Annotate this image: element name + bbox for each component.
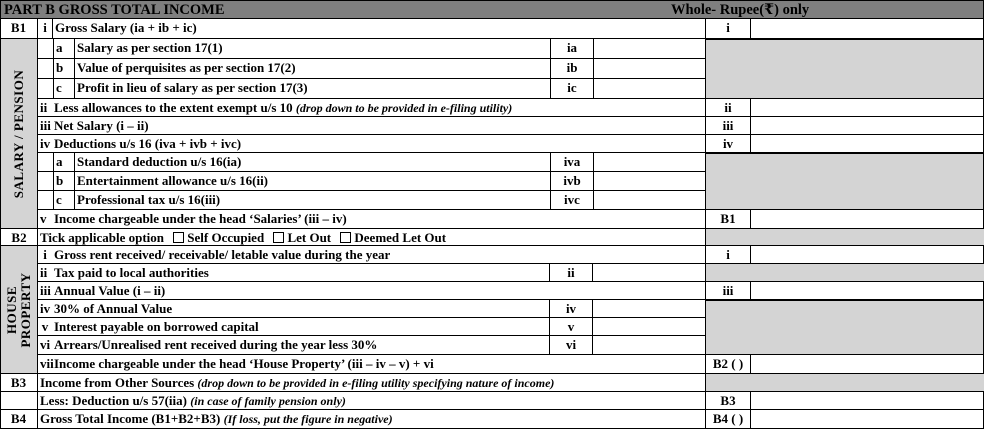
ivc-letter: c [53, 191, 74, 209]
ia-label: Salary as per section 17(1) [74, 39, 550, 58]
b2-v-box: v [549, 318, 592, 335]
b2-ii-box: ii [549, 264, 592, 281]
arrears-amount[interactable] [592, 336, 705, 354]
b2-v-num: v [37, 318, 52, 335]
b3-grey [705, 374, 984, 391]
gross-rent-label: Gross rent received/ receivable/ letable value during the year [54, 247, 391, 262]
arrears-label: Arrears/Unrealised rent received during the year less 30% [54, 337, 378, 352]
b1-iv-box: iv [705, 135, 750, 152]
deemed-let-out-label: Deemed Let Out [354, 230, 447, 245]
part-b-title: PART B GROSS TOTAL INCOME [4, 2, 225, 18]
self-occupied-label: Self Occupied [187, 230, 265, 245]
b1-i-num: i [37, 19, 52, 38]
thirty-percent-amount[interactable] [592, 300, 705, 317]
units-label: Whole- Rupee(₹) only [671, 2, 810, 18]
b1-ii-box: ii [705, 99, 750, 116]
deductions-label: Deductions u/s 16 (iva + ivb + ivc) [54, 136, 242, 151]
b2-grey-block [705, 300, 984, 355]
b2-vii-num: vii [37, 355, 52, 373]
tax-paid-amount[interactable] [592, 264, 705, 281]
house-section-label [0, 246, 37, 374]
b2-vi-box: vi [549, 336, 592, 354]
b2-iv-box: iv [549, 300, 592, 317]
house-income-label: Income chargeable under the head ‘House Property’ (iii – iv – v) + vi [54, 356, 434, 371]
ivc-row [37, 191, 705, 210]
iva-amount[interactable] [593, 153, 706, 171]
b2-total-box: B2 ( ) [705, 355, 750, 373]
b1-iii-box: iii [705, 117, 750, 134]
b1-iii-num: iii [37, 117, 52, 134]
ic-letter: c [53, 79, 74, 98]
annual-value-amount[interactable] [750, 282, 984, 299]
b2-tick-grey [705, 229, 984, 245]
ic-box: ic [550, 79, 593, 98]
iva-row [37, 153, 705, 172]
b2-vii-row [37, 355, 984, 374]
tick-option-label: Tick applicable option [40, 230, 165, 245]
ivb-label: Entertainment allowance u/s 16(ii) [74, 172, 550, 190]
iva-box: iva [550, 153, 593, 171]
ia-amount[interactable] [593, 39, 706, 58]
ia-row [37, 39, 705, 59]
let-out-checkbox[interactable] [273, 232, 284, 243]
b1-v-num: v [37, 210, 52, 228]
b3-box: B3 [705, 392, 750, 409]
tax-paid-label: Tax paid to local authorities [54, 265, 209, 280]
b1-iii-row [37, 117, 984, 135]
b2-iii-row [37, 282, 984, 300]
b3-less-spacer [0, 392, 37, 409]
house-section-text: HOUSE PROPERTY [4, 271, 33, 348]
b2-code: B2 [0, 229, 37, 245]
b2-ii-grey [705, 264, 984, 281]
net-salary-label: Net Salary (i – ii) [54, 118, 149, 133]
ivb-amount[interactable] [593, 172, 706, 190]
other-sources-amount[interactable] [750, 392, 984, 409]
b2-ii-row [37, 264, 984, 282]
b2-iv-num: iv [37, 300, 52, 317]
ic-amount[interactable] [593, 79, 706, 98]
b2-iii-num: iii [37, 282, 52, 299]
other-sources-label: Income from Other Sources (drop down to be provided in e-filing utility specifying nature of income) [37, 374, 705, 391]
b3-row [0, 374, 984, 392]
iva-label: Standard deduction u/s 16(ia) [74, 153, 550, 171]
ivc-label: Professional tax u/s 16(iii) [74, 191, 550, 209]
deemed-let-out-checkbox[interactable] [340, 232, 351, 243]
interest-amount[interactable] [592, 318, 705, 335]
b1-code: B1 [10, 20, 27, 35]
net-salary-amount[interactable] [750, 117, 984, 134]
b4-row [0, 410, 984, 429]
ivb-box: ivb [550, 172, 593, 190]
b3-less-row [0, 392, 984, 410]
ivc-amount[interactable] [593, 191, 706, 209]
self-occupied-checkbox[interactable] [173, 232, 184, 243]
deduction-57-label: Less: Deduction u/s 57(iia) (in case of family pension only) [37, 392, 705, 409]
tick-option-cell [37, 229, 705, 245]
b2-i-row [37, 246, 984, 264]
b1-iv-num: iv [37, 135, 52, 152]
b2-i-num: i [37, 246, 52, 263]
ivb-letter: b [53, 172, 74, 190]
b2-iv-row [37, 300, 705, 318]
part-b-header [0, 0, 984, 19]
b2-iii-box: iii [705, 282, 750, 299]
b2-ii-num: ii [37, 264, 52, 281]
salary-section-label [0, 39, 37, 229]
ib-box: ib [550, 59, 593, 78]
ivb-row [37, 172, 705, 191]
annual-value-label: Annual Value (i – ii) [54, 283, 166, 298]
salary-section-text: SALARY / PENSION [11, 69, 26, 198]
ib-row [37, 59, 705, 79]
b1-iv-row [37, 135, 984, 153]
b1-ii-amount[interactable] [750, 99, 984, 116]
thirty-percent-label: 30% of Annual Value [54, 301, 173, 316]
b1-grey-block [705, 39, 984, 99]
b2-vi-row [37, 336, 705, 355]
ia-box: ia [550, 39, 593, 58]
gross-rent-amount[interactable] [750, 246, 984, 263]
b1-v-row [37, 210, 984, 229]
b2-vi-num: vi [37, 336, 52, 354]
ic-label: Profit in lieu of salary as per section 17(3) [74, 79, 550, 98]
ivc-box: ivc [550, 191, 593, 209]
b2-tick-row [0, 229, 984, 246]
b1-i-box: i [705, 19, 750, 38]
salaries-income-amount[interactable] [750, 210, 984, 228]
gross-salary-label: Gross Salary (ia + ib + ic) [52, 19, 705, 38]
interest-label: Interest payable on borrowed capital [54, 319, 259, 334]
gross-total-amount[interactable] [750, 410, 984, 428]
b4-code: B4 [10, 411, 27, 426]
gross-total-label: Gross Total Income (B1+B2+B3) (If loss, put the figure in negative) [37, 410, 705, 428]
b1-ii-row [37, 99, 984, 117]
b4-box: B4 ( ) [705, 410, 750, 428]
b3-code: B3 [10, 375, 27, 390]
house-income-amount[interactable] [750, 355, 984, 373]
iva-letter: a [53, 153, 74, 171]
b2-v-row [37, 318, 705, 336]
ic-row [37, 79, 705, 99]
let-out-label: Let Out [287, 230, 332, 245]
ib-amount[interactable] [593, 59, 706, 78]
ib-letter: b [53, 59, 74, 78]
ia-letter: a [53, 39, 74, 58]
salaries-income-label: Income chargeable under the head ‘Salaries’ (iii – iv) [54, 211, 347, 226]
b1-ii-num: ii [37, 99, 52, 116]
ib-label: Value of perquisites as per section 17(2) [74, 59, 550, 78]
b1-ii-label: Less allowances to the extent exempt u/s 10 (drop down to be provided in e-filing utility) [54, 100, 513, 115]
b1-grey-block-2 [705, 153, 984, 210]
b1-total-box: B1 [705, 210, 750, 228]
b2-i-box: i [705, 246, 750, 263]
b1-row [0, 19, 984, 39]
gross-salary-amount[interactable] [750, 19, 984, 38]
deductions-amount[interactable] [750, 135, 984, 152]
